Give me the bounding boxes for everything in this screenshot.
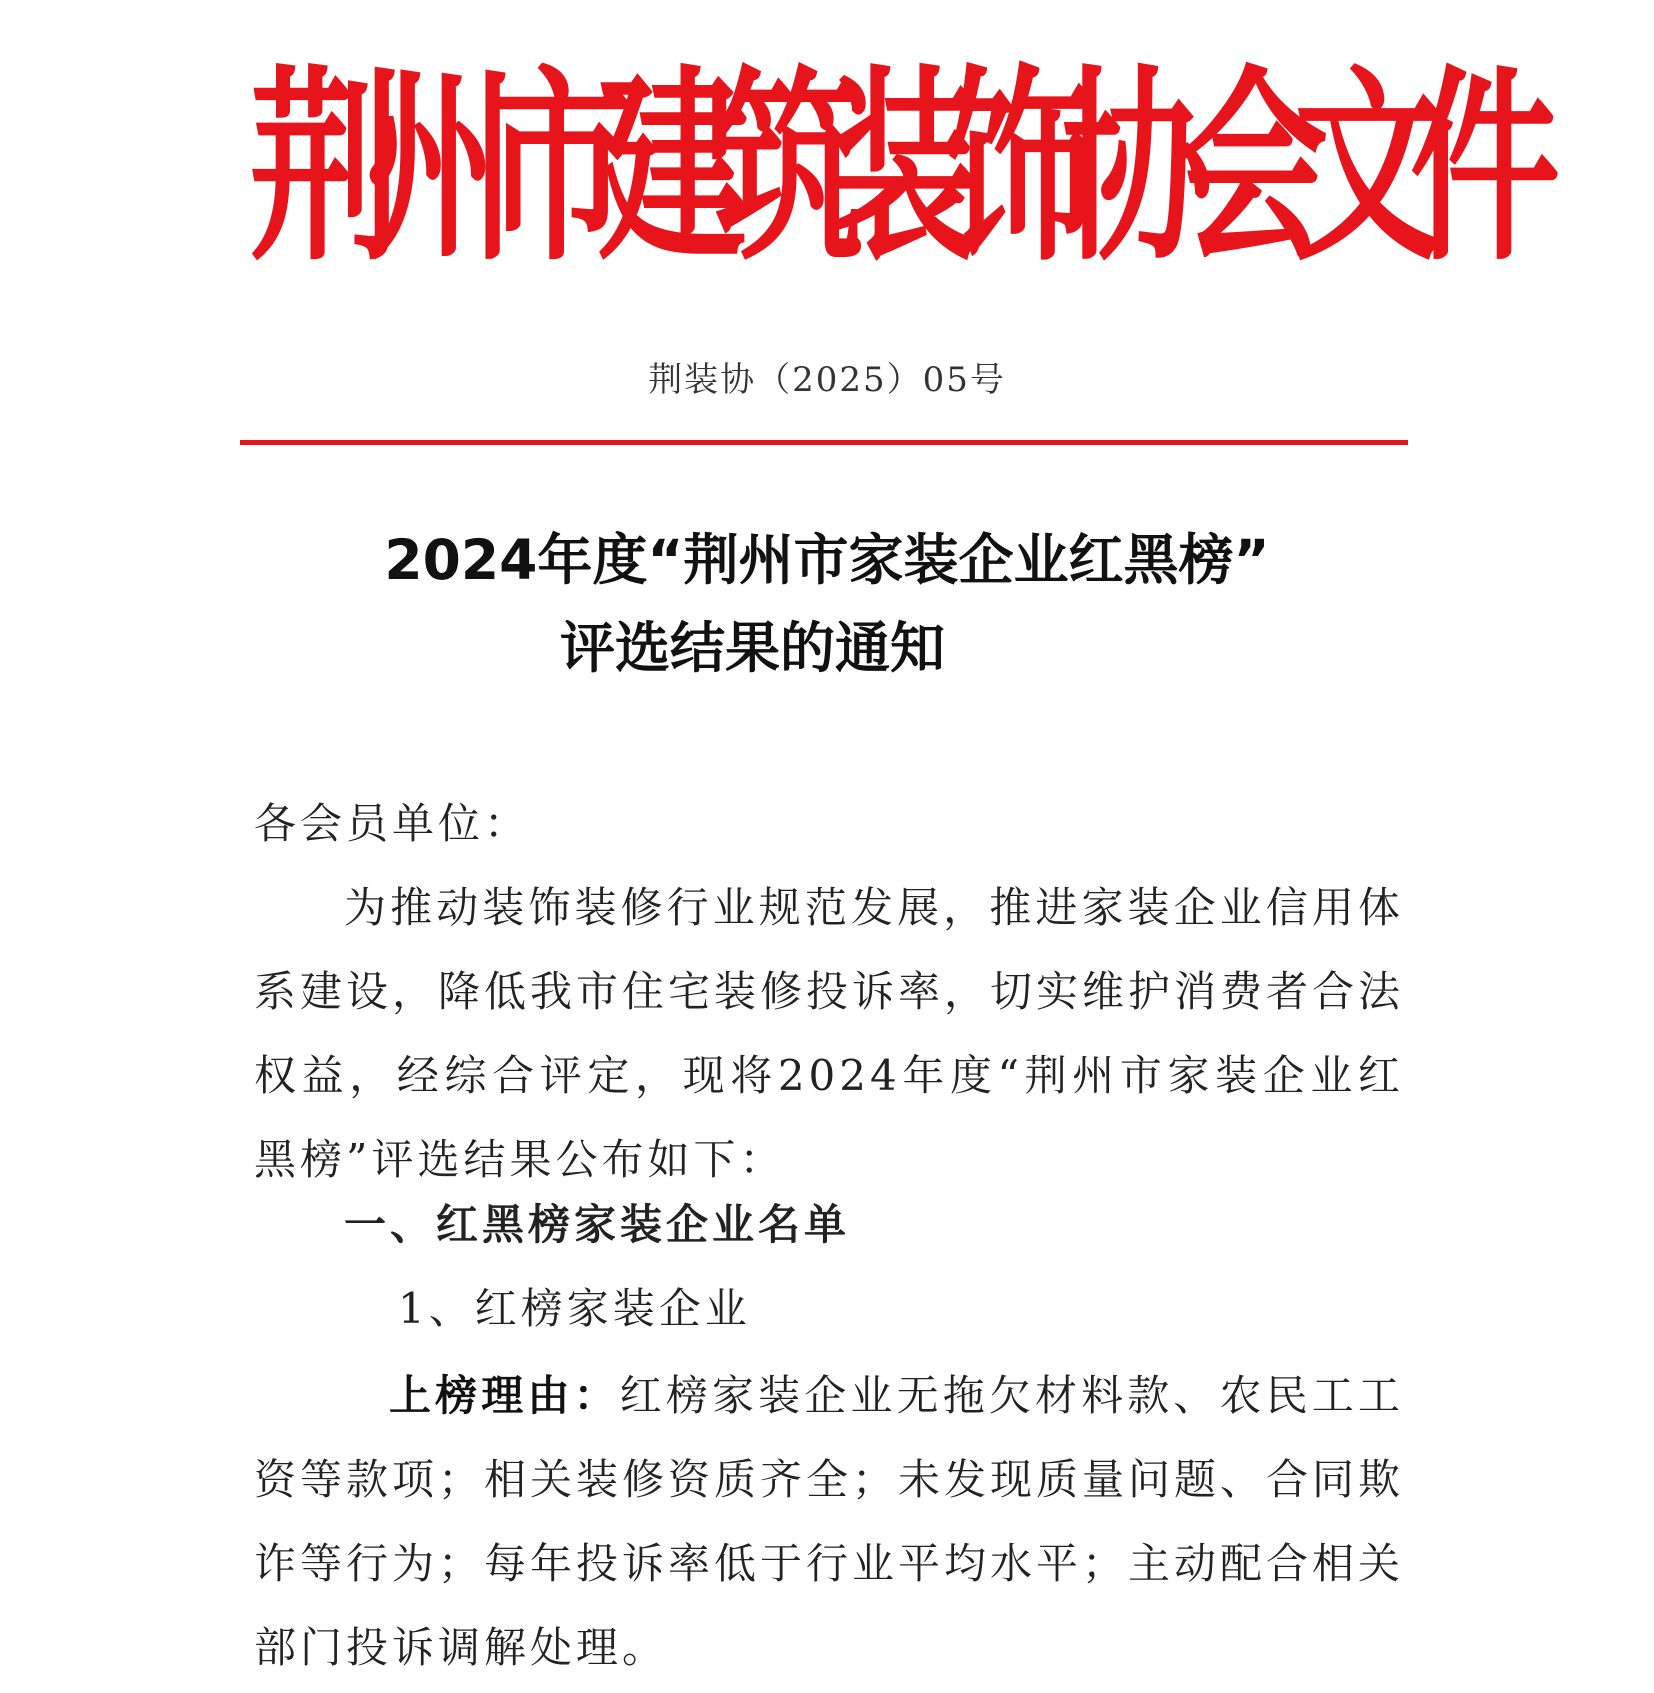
section-heading: 一、红黑榜家装企业名单 — [344, 1200, 851, 1249]
masthead-char: 建 — [598, 46, 749, 290]
masthead-char: 协 — [1062, 46, 1213, 290]
masthead-char: 荆 — [250, 46, 401, 290]
masthead-char: 州 — [366, 46, 517, 290]
masthead-title — [250, 16, 1561, 320]
document-number: 荆装协（2025）05号 — [648, 360, 1006, 400]
masthead-char: 筑 — [714, 46, 865, 290]
notice-title-line-2: 评选结果的通知 — [560, 616, 946, 680]
masthead-char: 件 — [1410, 46, 1561, 290]
red-divider-line — [240, 440, 1408, 445]
salutation: 各会员单位： — [254, 799, 531, 848]
subsection-heading: 1、红榜家装企业 — [398, 1284, 751, 1333]
reason-paragraph — [254, 1354, 1404, 1690]
masthead-char: 市 — [482, 46, 633, 290]
masthead-char: 会 — [1178, 46, 1329, 290]
reason-text: 红榜家装企业无拖欠材料款、农民工工资等款项；相关装修资质齐全；未发现质量问题、合同欺诈等行为；每年投诉率低于行业平均水平；主动配合相关部门投诉调解处理。 — [254, 1371, 1405, 1672]
masthead-char: 装 — [830, 46, 981, 290]
masthead-char: 文 — [1294, 46, 1445, 290]
intro-paragraph: 为推动装饰装修行业规范发展，推进家装企业信用体系建设，降低我市住宅装修投诉率，切实维护消费者合法权益，经综合评定，现将2024年度“荆州市家装企业红黑榜”评选结果公布如下： — [254, 883, 1405, 1184]
masthead-char: 饰 — [946, 46, 1097, 290]
reason-label: 上榜理由： — [389, 1371, 620, 1420]
notice-title-line-1: 2024年度“荆州市家装企业红黑榜” — [384, 528, 1270, 592]
